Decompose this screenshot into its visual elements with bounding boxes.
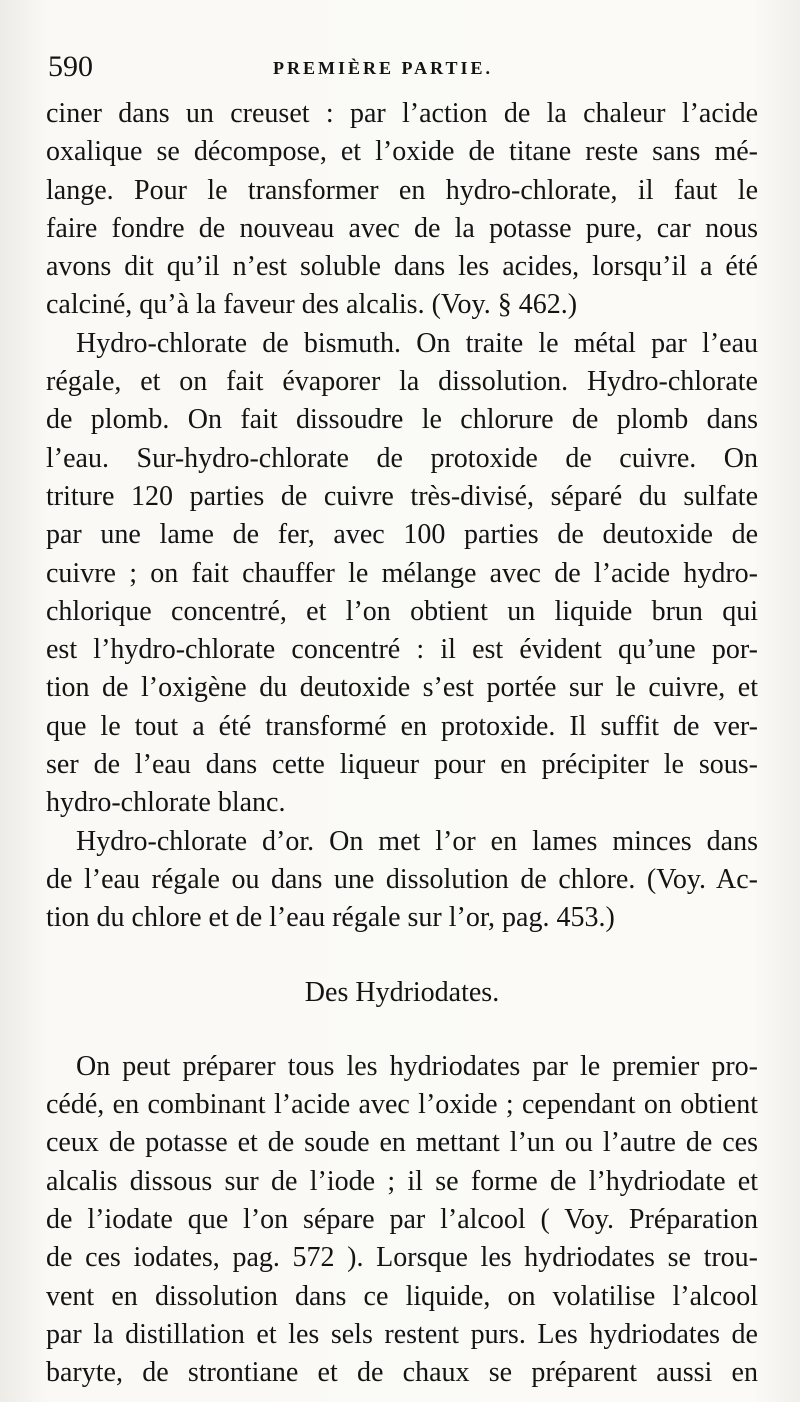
text-line: vent en dissolution dans ce liquide, on volatilise l’alcool: [46, 1280, 758, 1312]
text-line: On peut préparer tous les hydriodates par le premier pro-: [76, 1050, 758, 1082]
running-head: PREMIÈRE PARTIE.: [273, 58, 494, 78]
text-line: cédé, en combinant l’acide avec l’oxide ; cependant on obtient: [46, 1089, 758, 1121]
text-line: triture 120 parties de cuivre très-divisé, séparé du sulfate: [46, 480, 758, 512]
page-body: [46, 95, 758, 1393]
text-line: calciné, qu’à la faveur des alcalis. (Voy. § 462.): [46, 289, 578, 321]
section-heading: Des Hydriodates.: [304, 976, 500, 1008]
text-line: que le tout a été transformé en protoxide. Il suffit de ver-: [46, 710, 758, 742]
text-line: lange. Pour le transformer en hydro-chlorate, il faut le: [46, 174, 758, 206]
text-line: par la distillation et les sels restent purs. Les hydriodates de: [46, 1318, 758, 1350]
text-line: l’eau. Sur-hydro-chlorate de protoxide de cuivre. On: [46, 442, 758, 474]
text-line: baryte, de strontiane et de chaux se préparent aussi en: [46, 1357, 758, 1389]
text-line: hydro-chlorate blanc.: [46, 787, 286, 819]
text-line: ceux de potasse et de soude en mettant l’un ou l’autre de ces: [46, 1127, 758, 1159]
text-line: régale, et on fait évaporer la dissolution. Hydro-chlorate: [46, 366, 758, 398]
text-line: tion du chlore et de l’eau régale sur l’or, pag. 453.): [46, 902, 615, 934]
text-line: tion de l’oxigène du deutoxide s’est portée sur le cuivre, et: [46, 672, 758, 704]
text-line: ciner dans un creuset : par l’action de la chaleur l’acide: [46, 98, 758, 129]
text-line: Hydro-chlorate de bismuth. On traite le métal par l’eau: [76, 327, 758, 359]
page-number: 590: [48, 50, 93, 83]
text-line: de plomb. On fait dissoudre le chlorure de plomb dans: [46, 404, 758, 436]
text-line: ser de l’eau dans cette liqueur pour en précipiter le sous-: [46, 749, 758, 781]
page-header: [48, 50, 748, 90]
text-line: par une lame de fer, avec 100 parties de deutoxide de: [46, 519, 758, 551]
text-line: chlorique concentré, et l’on obtient un liquide brun qui: [46, 595, 758, 627]
text-line: avons dit qu’il n’est soluble dans les acides, lorsqu’il a été: [46, 251, 758, 283]
text-line: Hydro-chlorate d’or. On met l’or en lames minces dans: [76, 825, 758, 857]
text-line: oxalique se décompose, et l’oxide de titane reste sans mé-: [46, 136, 758, 168]
text-line: cuivre ; on fait chauffer le mélange avec de l’acide hydro-: [46, 557, 758, 589]
text-line: faire fondre de nouveau avec de la potasse pure, car nous: [46, 212, 758, 244]
section-gap: [46, 938, 758, 974]
text-line: de l’eau régale ou dans une dissolution de chlore. (Voy. Ac-: [46, 863, 758, 895]
text-line: de ces iodates, pag. 572 ). Lorsque les hydriodates se trou-: [46, 1242, 758, 1274]
section-gap: [46, 1012, 758, 1048]
text-line: de l’iodate que l’on sépare par l’alcool ( Voy. Préparation: [46, 1204, 758, 1236]
text-line: alcalis dissous sur de l’iode ; il se forme de l’hydriodate et: [46, 1165, 758, 1197]
text-line: est l’hydro-chlorate concentré : il est évident qu’une por-: [46, 634, 758, 666]
